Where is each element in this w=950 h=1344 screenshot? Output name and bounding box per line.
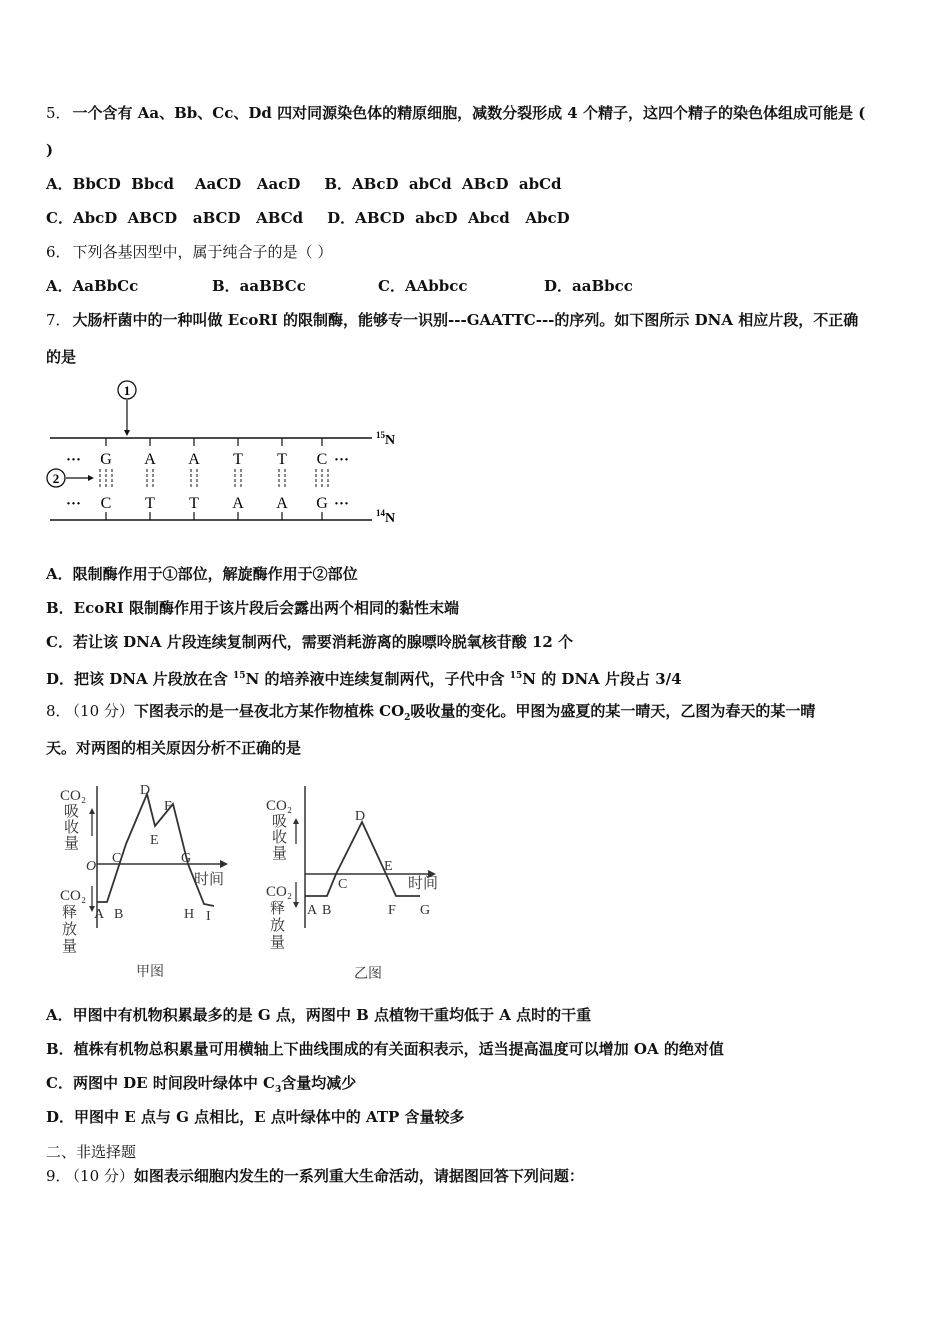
yi-y-top-co2: CO₂ xyxy=(266,798,293,814)
yi-point-d: D xyxy=(355,809,366,824)
jia-point-e: E xyxy=(150,833,159,848)
yi-y-bottom-co2: CO₂ xyxy=(266,884,293,900)
q7-option-a: A．限制酶作用于①部位，解旋酶作用于②部位 xyxy=(46,565,358,583)
top-base-1: G xyxy=(100,451,112,468)
top-base-6: C xyxy=(316,451,328,468)
q5-number: 5． xyxy=(46,104,71,122)
top-base-4: T xyxy=(233,451,243,468)
q9-score: （10 分） xyxy=(72,1167,134,1185)
q6-option-c: C．AAbbcc xyxy=(378,277,468,295)
q8-score: （10 分） xyxy=(72,702,134,720)
q5-option-a: A．BbCD Bbcd AaCD AacD xyxy=(46,175,301,193)
yi-y-top-2: 收 xyxy=(272,830,288,846)
jia-point-g: G xyxy=(181,851,192,866)
jia-point-i: I xyxy=(206,909,211,924)
jia-point-f: F xyxy=(164,799,172,814)
q7-option-c: C．若让该 DNA 片段连续复制两代，需要消耗游离的腺嘌呤脱氧核苷酸 12 个 xyxy=(46,633,574,651)
q8-stem-end: 天。对两图的相关原因分析不正确的是 xyxy=(46,739,302,757)
yi-y-top-1: 吸 xyxy=(272,814,288,830)
yi-point-a: A xyxy=(307,903,318,918)
q6-option-a: A．AaBbCc xyxy=(46,277,139,295)
q5-stem-end: ) xyxy=(46,141,54,159)
chart-yi xyxy=(262,778,462,984)
q7-stem xyxy=(46,310,858,330)
q5-options-row2 xyxy=(46,208,570,228)
jia-y-top-3: 量 xyxy=(64,836,80,852)
top-base-2: A xyxy=(144,451,156,468)
jia-y-top-co2: CO₂ xyxy=(60,788,87,804)
q6-options xyxy=(46,276,633,296)
q5-option-c: C．AbcD ABCD aBCD ABCd xyxy=(46,209,304,227)
jia-y-bottom-3: 量 xyxy=(62,939,78,955)
jia-y-bottom-1: 释 xyxy=(62,905,78,921)
q8-option-c: C．两图中 DE 时间段叶绿体中 $C_3$含量均减少 xyxy=(46,1074,357,1095)
q6-option-d: D．aaBbcc xyxy=(544,277,633,295)
jia-point-h: H xyxy=(184,907,195,922)
marker-1: 1 xyxy=(123,383,131,398)
bottom-dots-left: ··· xyxy=(66,496,82,512)
jia-y-bottom-2: 放 xyxy=(62,922,78,938)
q5-option-d: D．ABCD abcD Abcd AbcD xyxy=(327,209,570,227)
bottom-base-4: A xyxy=(232,495,244,512)
jia-caption: 甲图 xyxy=(136,965,164,980)
yi-y-bottom-2: 放 xyxy=(270,918,286,934)
top-base-3: A xyxy=(188,451,200,468)
bottom-label-sup: 14 xyxy=(376,508,385,518)
yi-point-f: F xyxy=(388,903,396,918)
q7-number: 7． xyxy=(46,311,71,329)
yi-point-g: G xyxy=(420,903,431,918)
yi-y-top-3: 量 xyxy=(272,846,288,862)
bottom-strand-label: $^{14}$N xyxy=(376,508,396,526)
q6-stem-text: 下列各基因型中，属于纯合子的是（ ） xyxy=(72,243,333,261)
q5-stem-text: 一个含有 Aa、Bb、Cc、Dd 四对同源染色体的精原细胞，减数分裂形成 4 个精子，这四个精子的染色体组成可能是 ( xyxy=(72,104,866,122)
q8-option-d: D．甲图中 E 点与 G 点相比，E 点叶绿体中的 ATP 含量较多 xyxy=(46,1108,465,1126)
q5-stem xyxy=(46,103,865,123)
bottom-dots-right: ··· xyxy=(334,496,350,512)
yi-y-bottom-3: 量 xyxy=(270,935,286,951)
jia-curve xyxy=(97,794,214,906)
hydrogen-bonds xyxy=(100,469,328,489)
jia-y-top-1: 吸 xyxy=(64,804,80,820)
q7-option-d: D．把该 DNA 片段放在含 $^{15}$N 的培养液中连续复制两代，子代中含 $^{15}$N 的 DNA 片段占 3/4 xyxy=(46,670,682,688)
q7-stem-end: 的是 xyxy=(46,348,77,366)
q7-stem-text: 大肠杆菌中的一种叫做 EcoRI 的限制酶，能够专一识别---GAATTC---的序列。如下图所示 DNA 相应片段，不正确 xyxy=(72,311,859,329)
yi-point-e: E xyxy=(384,859,393,874)
q7-option-b: B．EcoRI 限制酶作用于该片段后会露出两个相同的黏性末端 xyxy=(46,599,459,617)
top-dots-right: ··· xyxy=(334,452,350,468)
section-heading: 二、非选择题 xyxy=(46,1143,137,1161)
jia-point-d: D xyxy=(140,783,151,798)
q8-number: 8． xyxy=(46,702,71,720)
bottom-base-1: C xyxy=(100,495,112,512)
jia-point-a: A xyxy=(94,907,105,922)
q6-number: 6． xyxy=(46,243,71,261)
yi-point-b: B xyxy=(322,903,332,918)
q6-stem xyxy=(46,242,332,262)
q9-stem: 9． （10 分）如图表示细胞内发生的一系列重大生命活动，请据图回答下列问题： xyxy=(46,1167,584,1185)
bottom-base-5: A xyxy=(276,495,288,512)
q5-option-b: B．ABcD abCd ABcD abCd xyxy=(324,175,562,193)
chart-jia xyxy=(54,778,254,984)
yi-y-bottom-1: 释 xyxy=(270,901,286,917)
jia-y-bottom-co2: CO₂ xyxy=(60,888,87,904)
yi-point-c: C xyxy=(338,877,348,892)
jia-x-label: 时间 xyxy=(194,872,225,888)
q9-number: 9． xyxy=(46,1167,71,1185)
q5-options-row1 xyxy=(46,174,562,194)
bottom-base-3: T xyxy=(189,495,199,512)
top-base-5: T xyxy=(277,451,287,468)
jia-origin: O xyxy=(86,859,97,874)
top-label-sup: 15 xyxy=(376,430,385,440)
q8-option-b: B．植株有机物总积累量可用横轴上下曲线围成的有关面积表示，适当提高温度可以增加 OA 的绝对值 xyxy=(46,1040,724,1058)
yi-x-label: 时间 xyxy=(408,876,439,892)
jia-y-top-2: 收 xyxy=(64,820,80,836)
jia-point-b: B xyxy=(114,907,124,922)
jia-point-c: C xyxy=(112,851,122,866)
q8-option-a: A．甲图中有机物积累最多的是 G 点，两图中 B 点植物干重均低于 A 点时的干重 xyxy=(46,1006,592,1024)
top-strand-label: $^{15}$N xyxy=(376,430,396,448)
q6-option-b: B．aaBBCc xyxy=(212,277,306,295)
top-dots-left: ··· xyxy=(66,452,82,468)
q8-stem: 8． （10 分）下图表示的是一昼夜北方某作物植株 $CO_2$吸收量的变化。甲图为盛夏的某一晴天，乙图为春天的某一晴 xyxy=(46,702,816,723)
dna-diagram xyxy=(44,376,424,526)
yi-caption: 乙图 xyxy=(354,967,382,982)
bottom-base-2: T xyxy=(145,495,155,512)
bottom-base-6: G xyxy=(316,495,328,512)
yi-curve xyxy=(305,822,420,896)
marker-2: 2 xyxy=(52,471,60,486)
